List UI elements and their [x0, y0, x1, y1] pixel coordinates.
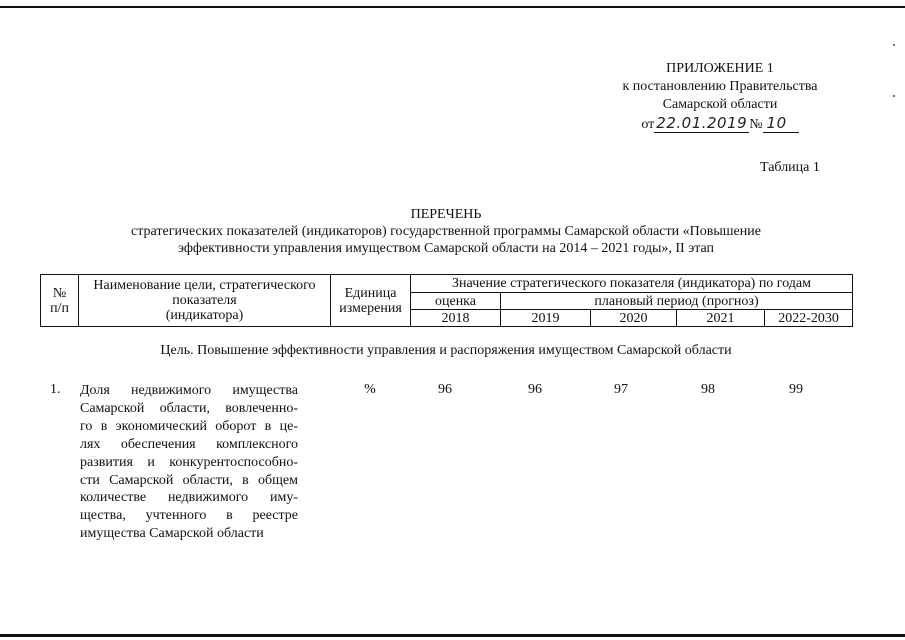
title-heading: ПЕРЕЧЕНЬ	[410, 207, 482, 222]
header-unit-line-2: измерения	[339, 300, 402, 316]
indicator-name	[80, 382, 298, 543]
header-unit	[331, 275, 411, 327]
value-2020: 97	[614, 382, 628, 397]
indicator-table-header	[40, 274, 853, 327]
from-label: от	[641, 117, 655, 132]
scan-speck	[893, 95, 895, 97]
appendix-title: ПРИЛОЖЕНИЕ 1	[666, 61, 774, 76]
value-2021: 98	[701, 382, 715, 397]
header-year-2021: 2021	[677, 310, 765, 327]
header-name	[79, 275, 331, 327]
row-number: 1.	[50, 382, 61, 397]
appendix-block	[600, 60, 840, 134]
title-line-3: эффективности управления имуществом Самарской области на 2014 – 2021 годы», II этап	[177, 241, 715, 256]
header-year-2018: 2018	[411, 310, 501, 327]
handwritten-date: 22.01.2019	[656, 114, 748, 132]
scan-speck	[893, 44, 895, 46]
indicator-name-line: го в экономический оборот в це-	[80, 418, 298, 434]
scan-bottom-border	[0, 634, 905, 637]
table-label: Таблица 1	[760, 160, 820, 175]
header-num-line-1: №	[52, 285, 67, 301]
value-2019: 96	[528, 382, 542, 397]
goal-heading: Цель. Повышение эффективности управления и распоряжения имуществом Самарской области	[160, 343, 732, 358]
header-num-line-2: п/п	[50, 300, 69, 316]
header-year-2022-2030: 2022-2030	[765, 310, 853, 327]
indicator-name-line: Самарской области, вовлеченно-	[80, 400, 298, 416]
appendix-date-line	[600, 114, 840, 134]
header-year-2019: 2019	[501, 310, 591, 327]
header-unit-line-1: Единица	[344, 285, 397, 301]
unit-value: %	[364, 382, 376, 397]
value-2022-2030: 99	[789, 382, 803, 397]
scan-top-border	[0, 6, 905, 8]
indicator-name-line: сти Самарской области, в общем	[80, 472, 298, 488]
title-line-2: стратегических показателей (индикаторов) государственной программы Самарской области «Повышение	[131, 224, 761, 239]
indicator-name-line: развития и конкурентоспособно-	[80, 454, 298, 470]
appendix-subtitle: к постановлению Правительства	[622, 79, 818, 94]
header-num	[41, 275, 79, 327]
indicator-name-line: имущества Самарской области	[80, 526, 264, 542]
header-name-line-2: показателя	[172, 293, 237, 308]
header-values-group: Значение стратегического показателя (индикатора) по годам	[411, 275, 853, 293]
header-name-line-3: (индикатора)	[165, 308, 244, 323]
header-name-line-1: Наименование цели, стратегического	[93, 278, 316, 293]
header-year-2020: 2020	[591, 310, 677, 327]
value-2018: 96	[438, 382, 452, 397]
appendix-region: Самарской области	[662, 97, 778, 112]
indicator-name-line: лях обеспечения комплексного	[80, 436, 298, 452]
number-label: №	[749, 117, 763, 132]
header-estimate: оценка	[411, 293, 501, 310]
indicator-name-line: Доля недвижимого имущества	[80, 383, 298, 398]
handwritten-number: 10	[763, 114, 799, 133]
document-title	[40, 206, 852, 257]
indicator-name-line: количестве недвижимого иму-	[80, 490, 298, 506]
header-plan-period: плановый период (прогноз)	[501, 293, 853, 310]
indicator-name-line: щества, учтенного в реестре	[80, 508, 298, 524]
